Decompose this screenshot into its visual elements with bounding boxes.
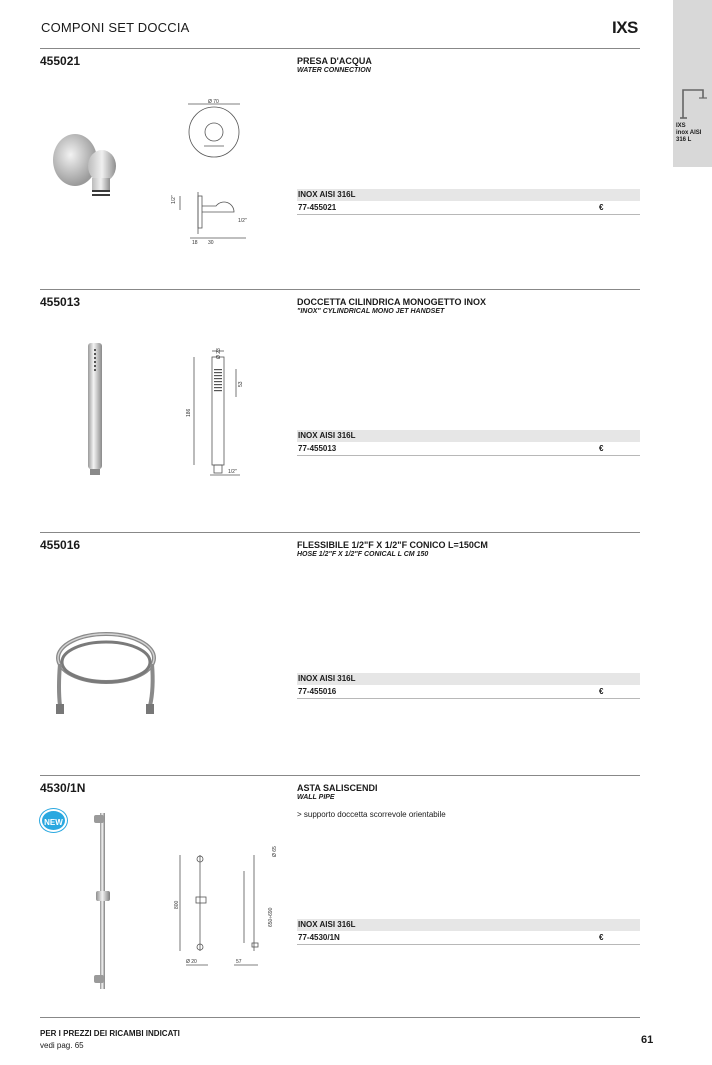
svg-text:1/2": 1/2"	[171, 195, 177, 204]
footer-note: PER I PREZZI DEI RICAMBI INDICATI	[40, 1029, 180, 1038]
product-section	[40, 48, 640, 288]
product-section	[40, 532, 640, 774]
svg-text:57: 57	[236, 959, 242, 965]
svg-text:800: 800	[174, 900, 180, 909]
product-spec-table	[297, 430, 640, 456]
product-name-english: WATER CONNECTION	[297, 67, 371, 74]
material-row: INOX AISI 316L	[297, 189, 640, 201]
brand-logo: IXS	[612, 18, 638, 37]
product-code: 455021	[40, 54, 81, 68]
svg-text:Ø 23: Ø 23	[216, 348, 222, 359]
article-code: 77-455016	[298, 687, 337, 696]
price-currency: €	[599, 687, 604, 696]
svg-text:Ø 20: Ø 20	[186, 959, 197, 965]
product-code: 455013	[40, 295, 81, 309]
handset-photo	[80, 339, 110, 479]
article-row	[297, 201, 640, 215]
side-tab-label: IXS inox AISI 316 L	[676, 123, 702, 143]
product-name-english: WALL PIPE	[297, 794, 335, 801]
handset-drawing	[180, 345, 270, 477]
material-row: INOX AISI 316L	[297, 919, 640, 931]
svg-text:Ø 65: Ø 65	[272, 846, 278, 857]
material-row: INOX AISI 316L	[297, 673, 640, 685]
product-name-english: "INOX" CYLINDRICAL MONO JET HANDSET	[297, 308, 445, 315]
product-section	[40, 775, 640, 1015]
footer-page-reference[interactable]: vedi pag. 65	[40, 1041, 84, 1050]
water-connection-drawing	[168, 100, 278, 250]
price-currency: €	[599, 933, 604, 942]
section-divider	[40, 775, 640, 776]
product-name: DOCCETTA CILINDRICA MONOGETTO INOX	[297, 297, 486, 307]
article-code: 77-455013	[298, 444, 337, 453]
water-connection-photo	[30, 126, 140, 206]
faucet-icon	[677, 84, 709, 120]
product-name: ASTA SALISCENDI	[297, 783, 378, 793]
section-divider	[40, 289, 640, 290]
svg-text:53: 53	[238, 381, 244, 387]
footer-divider	[40, 1017, 640, 1018]
new-badge: NEW	[40, 809, 67, 832]
product-spec-table	[297, 673, 640, 699]
product-code: 4530/1N	[40, 781, 86, 795]
article-code: 77-4530/1N	[298, 933, 340, 942]
section-divider	[40, 532, 640, 533]
page-title: COMPONI SET DOCCIA	[41, 20, 190, 35]
product-description: > supporto doccetta scorrevole orientabile	[297, 810, 446, 819]
article-code: 77-455021	[298, 203, 337, 212]
product-spec-table	[297, 189, 640, 215]
svg-text:Ø 70: Ø 70	[208, 99, 219, 105]
product-name: FLESSIBILE 1/2"F X 1/2"F CONICO L=150CM	[297, 540, 488, 550]
price-currency: €	[599, 444, 604, 453]
hose-photo	[50, 618, 160, 718]
material-row: INOX AISI 316L	[297, 430, 640, 442]
collection-side-tab[interactable]	[673, 0, 712, 167]
svg-text:186: 186	[186, 408, 192, 417]
product-code: 455016	[40, 538, 81, 552]
svg-text:30: 30	[208, 240, 214, 246]
product-spec-table	[297, 919, 640, 945]
svg-text:650÷690: 650÷690	[268, 907, 274, 927]
article-row	[297, 685, 640, 699]
article-row	[297, 442, 640, 456]
svg-text:18: 18	[192, 240, 198, 246]
page-number: 61	[641, 1034, 654, 1046]
wall-pipe-drawing	[172, 835, 278, 975]
article-row	[297, 931, 640, 945]
wall-pipe-photo	[88, 805, 118, 1005]
product-section	[40, 289, 640, 531]
price-currency: €	[599, 203, 604, 212]
svg-text:1/2": 1/2"	[238, 218, 247, 224]
svg-text:1/2": 1/2"	[228, 469, 237, 475]
product-name-english: HOSE 1/2"F X 1/2"F CONICAL L CM 150	[297, 551, 429, 558]
product-name: PRESA D'ACQUA	[297, 56, 372, 66]
